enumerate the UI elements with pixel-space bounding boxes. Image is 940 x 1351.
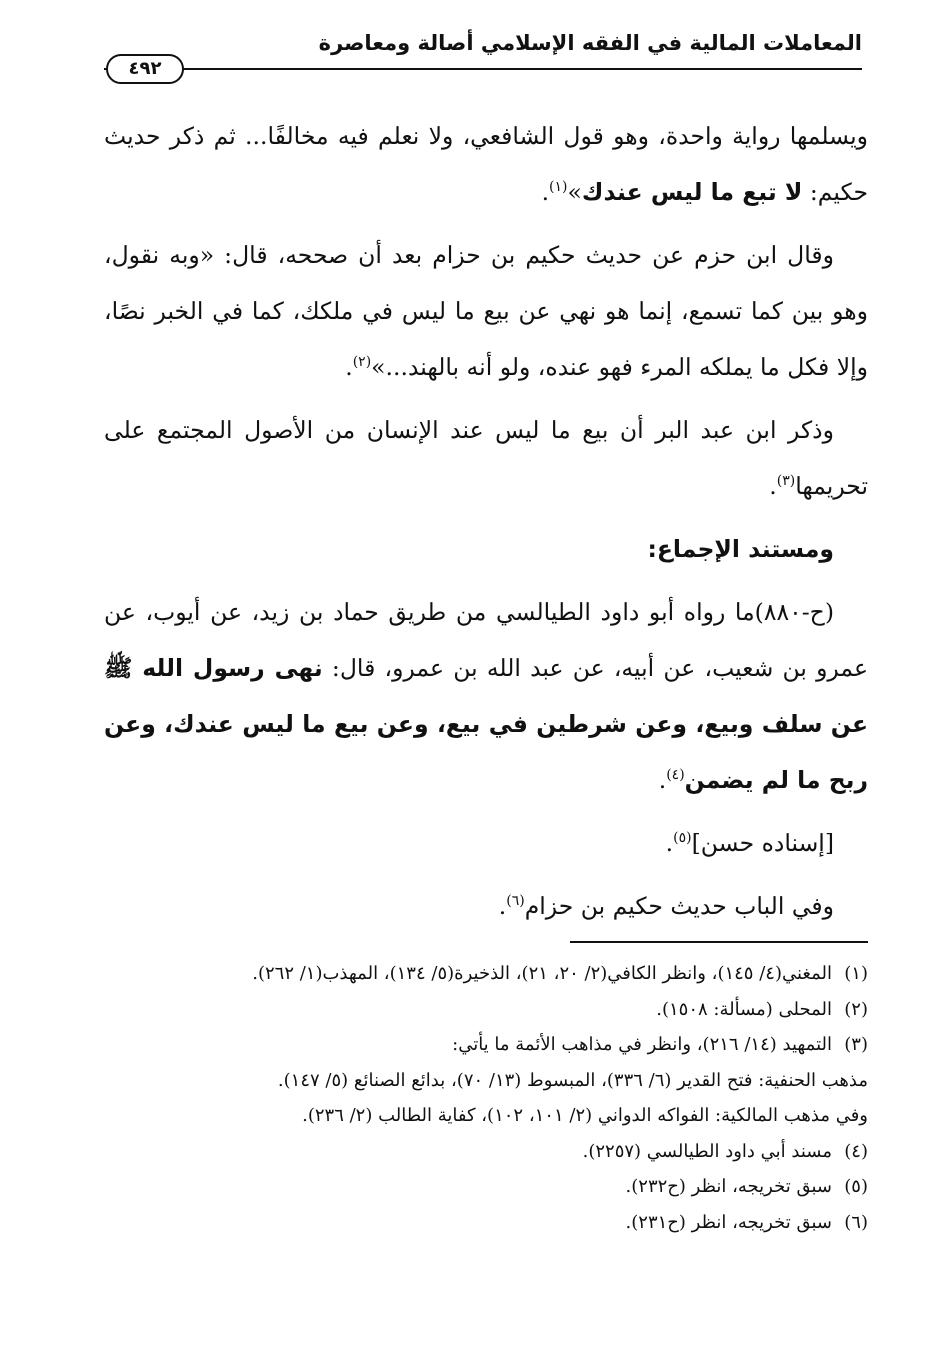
footnote-item — [100, 1027, 868, 1063]
footnote-item — [100, 956, 868, 992]
period: . — [769, 472, 777, 500]
paragraph-1 — [104, 108, 868, 220]
footnote-text: التمهيد (١٤/ ٢١٦)، وانظر في مذاهب الأئمة ما يأتي: — [452, 1034, 832, 1055]
paragraph-3 — [104, 402, 868, 514]
footnote-text: مذهب الحنفية: فتح القدير (٦/ ٣٣٦)، المبسوط (١٣/ ٧٠)، بدائع الصنائع (٥/ ١٤٧). — [277, 1069, 868, 1091]
period: . — [658, 766, 667, 794]
footnote-item — [100, 1169, 868, 1205]
footnotes — [100, 956, 868, 1240]
footnote-ref-2[interactable]: (٢) — [352, 354, 372, 370]
paragraph-5 — [104, 815, 868, 871]
main-text — [104, 108, 868, 941]
footnote-separator — [570, 941, 868, 943]
footnote-text: سبق تخريجه، انظر (ح٢٣٢). — [625, 1176, 832, 1197]
footnote-text: سبق تخريجه، انظر (ح٢٣١). — [625, 1211, 832, 1233]
page-number: ٤٩٢ — [106, 54, 184, 84]
footnote-ref-5[interactable]: (٥) — [673, 830, 692, 846]
paragraph-3-text: وذكر ابن عبد البر أن بيع ما ليس عند الإنسان من الأصول المجتمع على تحريمها — [104, 416, 868, 500]
footnote-number: (١) — [844, 963, 868, 984]
paragraph-2 — [104, 227, 868, 395]
footnote-number: (٥) — [844, 1176, 868, 1197]
paragraph-1-text: ويسلمها رواية واحدة، وهو قول الشافعي، ولا نعلم فيه مخالفًا... ثم ذكر حديث حكيم: — [104, 122, 868, 206]
footnote-continuation — [100, 1063, 868, 1099]
footnote-ref-1[interactable]: (١) — [549, 179, 568, 195]
header-rule — [104, 68, 862, 70]
footnote-item — [100, 1205, 868, 1241]
footnote-number: (٢) — [844, 998, 868, 1020]
paragraph-6 — [104, 878, 868, 934]
footnote-number: (٦) — [844, 1211, 868, 1233]
footnote-text: مسند أبي داود الطيالسي (٢٢٥٧). — [582, 1140, 832, 1162]
paragraph-2-text: وقال ابن حزم عن حديث حكيم بن حزام بعد أن صححه، قال: «وبه نقول، وهو بين كما تسمع، إنما هو نهي عن بيع ما ليس في ملكك، كما في الخبر نصًا، وإلا فكل ما يملكه المرء فهو عنده، ولو أنه بالهند...» — [104, 241, 868, 381]
grading-text: [إسناده حسن] — [691, 829, 834, 857]
footnote-item — [100, 992, 868, 1028]
footnote-text: وفي مذهب المالكية: الفواكه الدواني (٢/ ١٠١، ١٠٢)، كفاية الطالب (٢/ ٢٣٦). — [302, 1105, 868, 1126]
running-title: المعاملات المالية في الفقه الإسلامي أصالة ومعاصرة — [318, 31, 862, 55]
footnote-ref-4[interactable]: (٤) — [666, 767, 685, 783]
footnote-number: (٣) — [844, 1034, 868, 1055]
footnote-number: (٤) — [844, 1140, 868, 1162]
section-heading: ومستند الإجماع: — [647, 535, 834, 563]
footnote-ref-6[interactable]: (٦) — [506, 893, 525, 909]
footnote-text: المحلى (مسألة: ١٥٠٨). — [656, 998, 832, 1020]
footnote-text: المغني(٤/ ١٤٥)، وانظر الكافي(٢/ ٢٠، ٢١)، الذخيرة(٥/ ١٣٤)، المهذب(١/ ٢٦٢). — [252, 963, 832, 984]
period: . — [665, 829, 674, 857]
footnote-ref-3[interactable]: (٣) — [776, 473, 796, 489]
paragraph-4-text: (ح-٨٨٠)ما رواه أبو داود الطيالسي من طريق حماد بن زيد، عن أيوب، عن عمرو بن شعيب، عن أبيه، عن عبد الله بن عمرو، قال: — [104, 598, 869, 682]
period: . — [498, 892, 507, 920]
footnote-continuation — [100, 1098, 868, 1134]
quote-close: » — [567, 178, 582, 206]
footnote-item — [100, 1134, 868, 1170]
period: . — [345, 353, 353, 381]
paragraph-4 — [104, 584, 868, 808]
period: . — [541, 178, 550, 206]
paragraph-6-text: وفي الباب حديث حكيم بن حزام — [524, 892, 834, 920]
hadith-text: نهى رسول الله ﷺ عن سلف وبيع، وعن شرطين في بيع، وعن بيع ما ليس عندك، وعن ربح ما لم يضمن — [104, 654, 868, 794]
quoted-hadith: لا تبع ما ليس عندك — [581, 178, 803, 206]
